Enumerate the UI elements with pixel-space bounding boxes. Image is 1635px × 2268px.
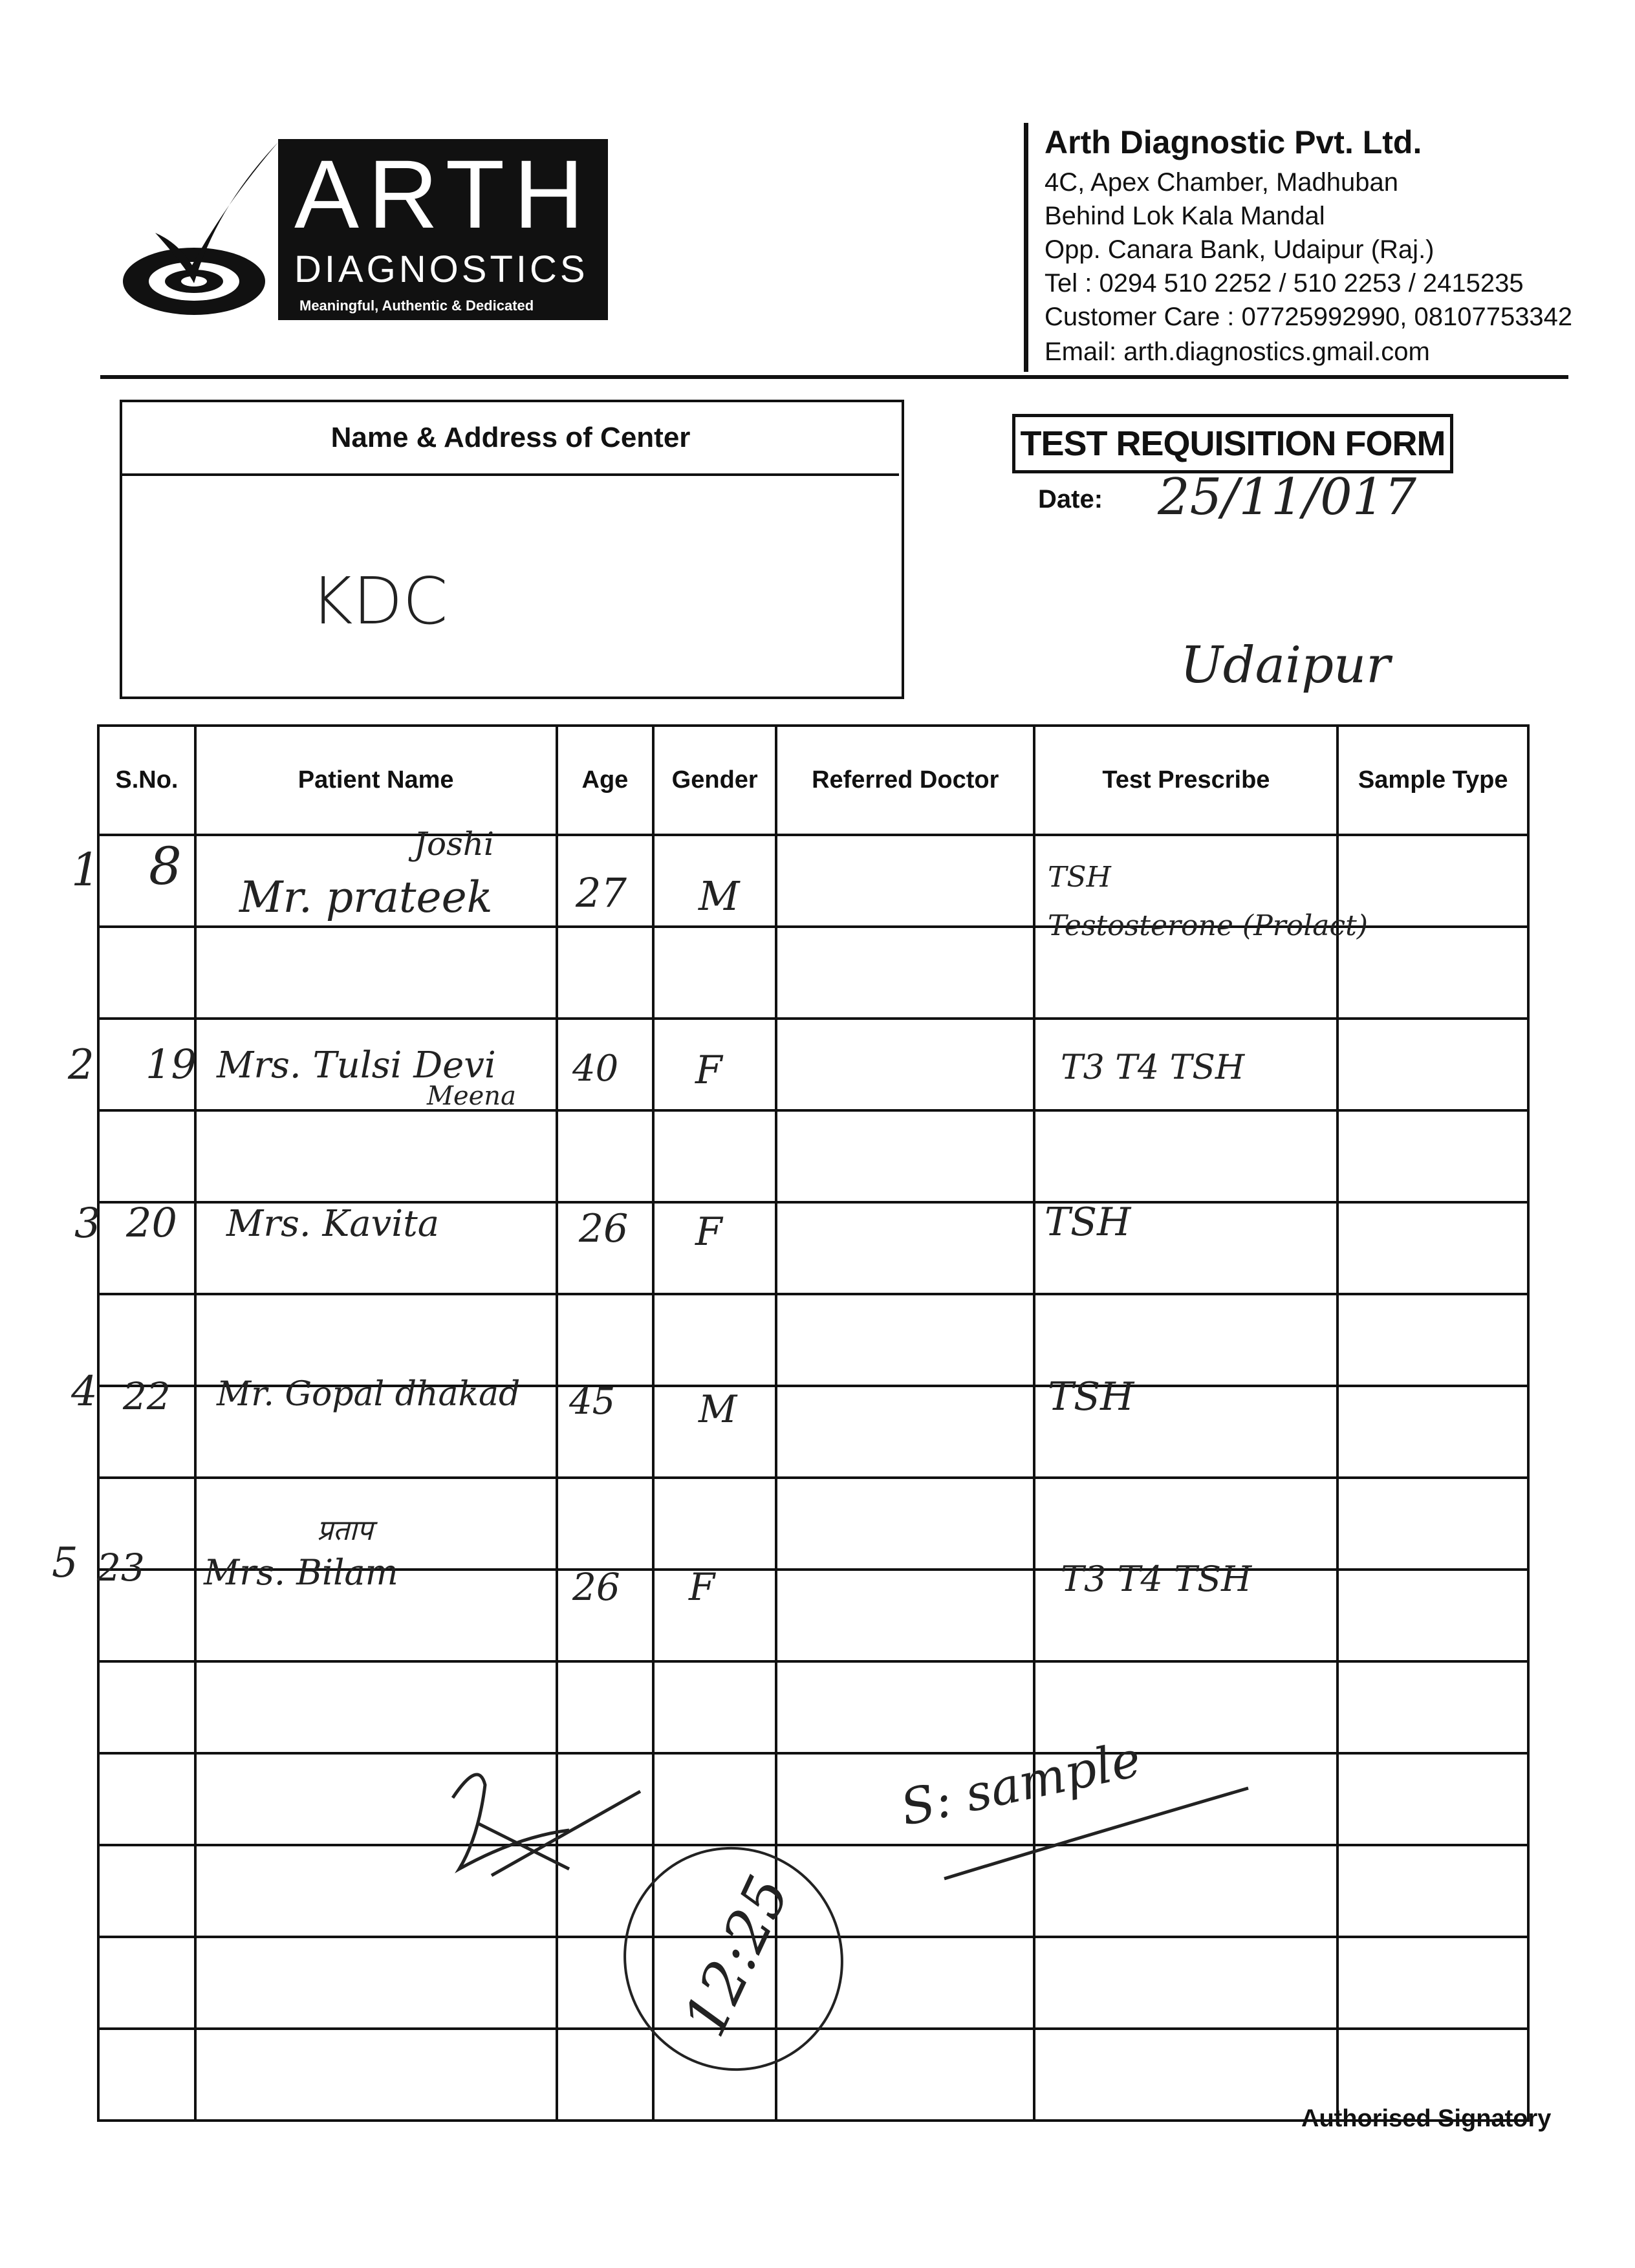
cross-scribble (440, 1759, 647, 1882)
cell-patient-name: Mr. Gopal dhakad (217, 1375, 521, 1414)
cell-sno: 19 (146, 1041, 197, 1088)
center-value: KDC (310, 563, 448, 639)
cell-patient-name: Mrs. Bilam (204, 1552, 398, 1593)
cell-patient-name: Mr. prateek (239, 872, 493, 922)
col-header-patient-name: Patient Name (195, 726, 557, 835)
table-header-row (98, 726, 1528, 835)
company-email: Email: arth.diagnostics.gmail.com (1045, 338, 1430, 366)
header-divider (1024, 123, 1028, 372)
cell-test-extra: Testosterone (Prolact) (1048, 909, 1368, 942)
sample-note: S: sample (895, 1729, 1146, 1837)
cell-test: T3 T4 TSH (1061, 1048, 1245, 1087)
center-heading: Name & Address of Center (122, 402, 899, 476)
cell-patient-name: Mrs. Kavita (226, 1203, 440, 1245)
company-address-line: Behind Lok Kala Mandal (1045, 202, 1325, 230)
col-header-gender: Gender (653, 726, 776, 835)
cell-sno: 8 (149, 836, 182, 896)
cell-test: TSH (1048, 861, 1111, 894)
row-number: 5 (52, 1539, 78, 1587)
company-name: Arth Diagnostic Pvt. Ltd. (1045, 124, 1422, 160)
table-row (98, 1661, 1528, 1753)
cell-gender: M (698, 872, 740, 920)
logo-brand: ARTH (294, 140, 593, 248)
cell-sno: 20 (126, 1199, 177, 1246)
table-row (98, 1294, 1528, 1386)
cell-test: TSH (1045, 1200, 1131, 1245)
cell-name-note: Meena (427, 1081, 516, 1111)
col-header-sample-type: Sample Type (1337, 726, 1528, 835)
row-number: 1 (71, 843, 100, 896)
cell-test: T3 T4 TSH (1061, 1559, 1252, 1599)
company-phone: Tel : 0294 510 2252 / 510 2253 / 2415235 (1045, 269, 1524, 297)
header-rule (100, 375, 1568, 379)
cell-age: 26 (579, 1206, 629, 1251)
arth-logo-mark (120, 136, 288, 330)
cell-age: 40 (572, 1048, 619, 1090)
cell-gender: F (695, 1209, 722, 1255)
company-address-line: 4C, Apex Chamber, Madhuban (1045, 168, 1399, 197)
date-value: 25/11/017 (1158, 468, 1416, 526)
cell-gender: F (695, 1048, 722, 1093)
authorised-signatory: Authorised Signatory (1301, 2105, 1552, 2132)
form-title: TEST REQUISITION FORM (1012, 414, 1453, 473)
cell-age: 27 (576, 869, 627, 916)
row-number: 2 (68, 1041, 94, 1089)
cell-test: TSH (1048, 1374, 1134, 1420)
cell-sno: 23 (97, 1546, 145, 1590)
cell-sno: 22 (123, 1374, 171, 1418)
cell-gender: M (698, 1387, 737, 1431)
company-customer-care: Customer Care : 07725992990, 08107753342 (1045, 303, 1573, 331)
logo-subtitle: DIAGNOSTICS (294, 248, 589, 290)
city-note: Udaipur (1180, 636, 1391, 695)
row-number: 4 (71, 1368, 98, 1416)
cell-gender: F (689, 1565, 715, 1609)
company-address-line: Opp. Canara Bank, Udaipur (Raj.) (1045, 235, 1435, 264)
table-row (98, 1110, 1528, 1202)
row-number: 3 (74, 1200, 101, 1247)
cell-age: 45 (569, 1381, 616, 1423)
logo-tagline: Meaningful, Authentic & Dedicated (299, 297, 534, 314)
col-header-test-prescribe: Test Prescribe (1034, 726, 1337, 835)
date-label: Date: (1038, 485, 1103, 513)
cell-name-note: Joshi (414, 825, 494, 863)
sample-underline (931, 1782, 1255, 1885)
cell-name-note: प्रताप (317, 1514, 373, 1547)
time-stamp: 12:25 (670, 1866, 803, 2047)
col-header-age: Age (557, 726, 654, 835)
col-header-sno: S.No. (98, 726, 195, 835)
table-row (98, 1753, 1528, 1845)
cell-patient-name: Mrs. Tulsi Devi (217, 1044, 496, 1086)
col-header-referred-doctor: Referred Doctor (776, 726, 1034, 835)
cell-age: 26 (572, 1565, 620, 1609)
